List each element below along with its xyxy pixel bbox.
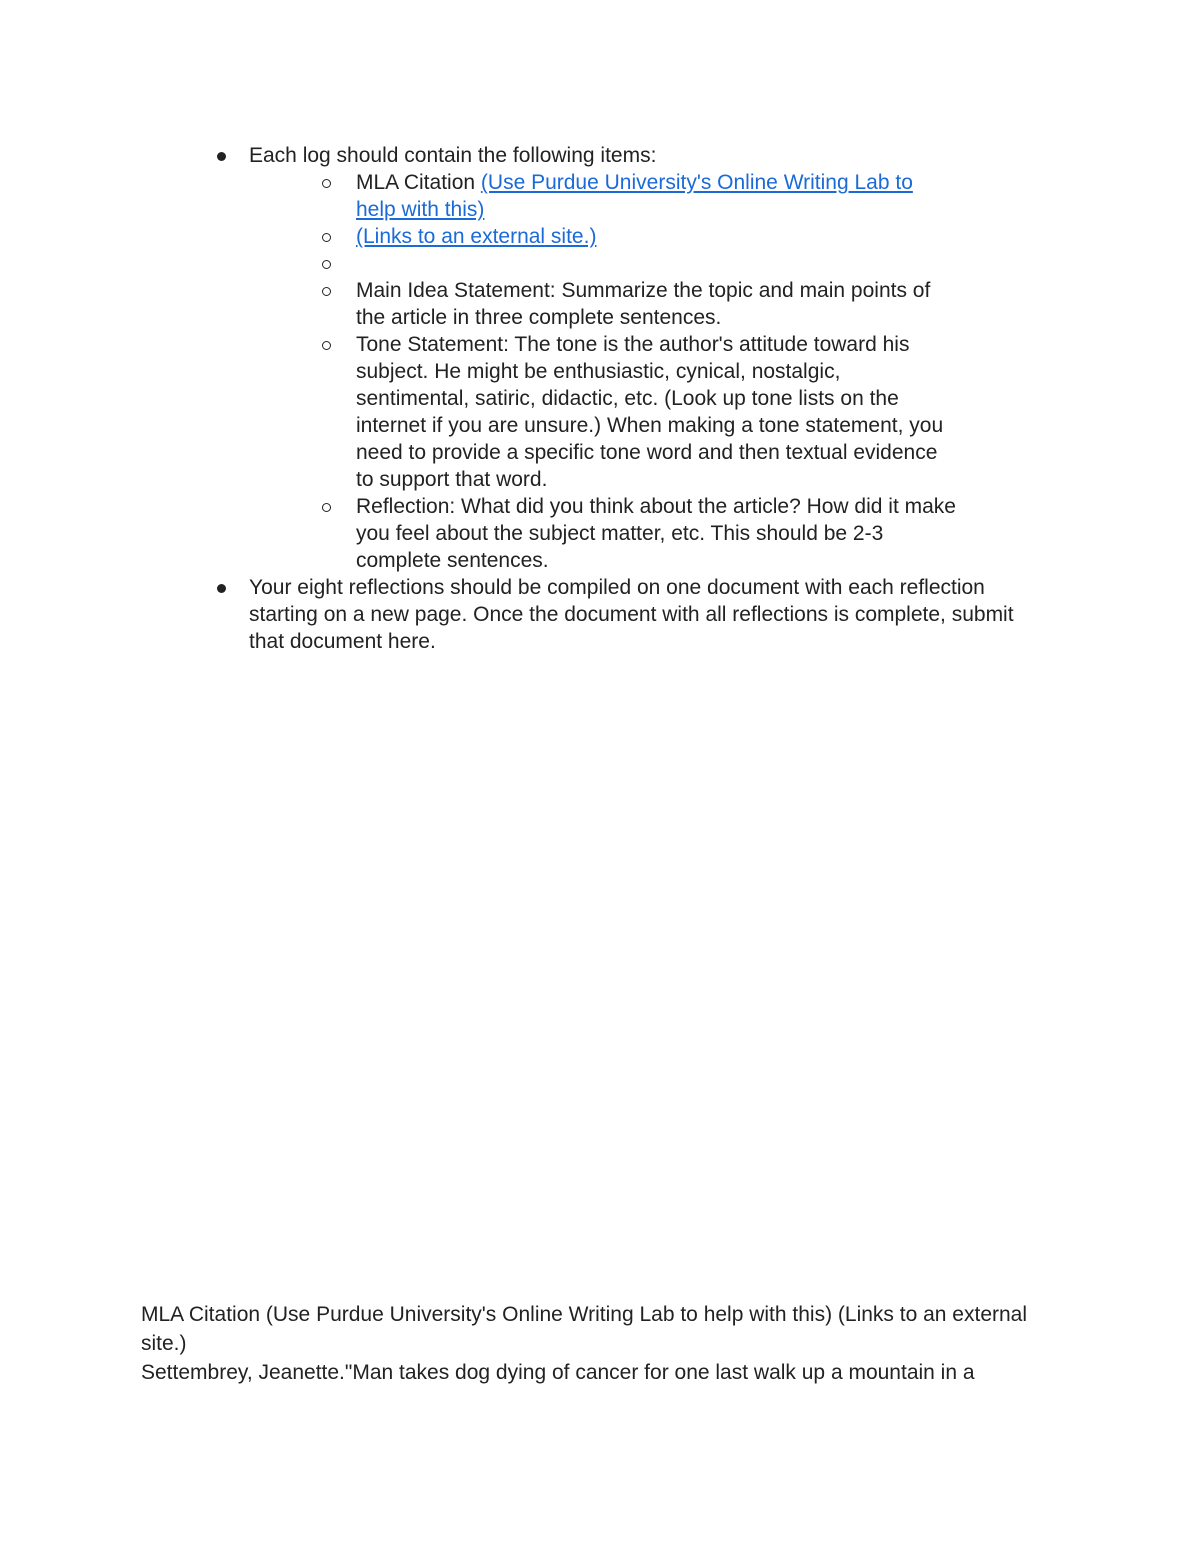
bullet-disc-icon — [217, 584, 226, 593]
sublist-item-main-idea — [249, 277, 956, 331]
external-site-link[interactable]: (Links to an external site.) — [356, 225, 597, 248]
list-item-text: Your eight reflections should be compiled on one document with each reflection starting on a new page. Once the document with all reflections is complete, submit that document here. — [249, 576, 1014, 653]
list-item-compile — [0, 574, 1049, 655]
bullet-circle-icon — [322, 260, 331, 269]
reflection-text: Reflection: What did you think about the article? How did it make you feel about the subject matter, etc. This should be 2-3 complete sentences. — [356, 495, 956, 572]
purdue-owl-link[interactable]: (Use Purdue University's Online Writing Lab to help with this) — [356, 171, 913, 221]
bullet-circle-icon — [322, 503, 331, 512]
sublist-item-reflection — [249, 493, 956, 574]
citation-heading: MLA Citation (Use Purdue University's Online Writing Lab to help with this) (Links to an external site.) — [141, 1303, 1028, 1355]
sublist-item-tone — [249, 331, 956, 493]
sublist-item-external-link — [249, 223, 956, 250]
bullet-circle-icon — [322, 341, 331, 350]
list-item-text: Each log should contain the following items: — [249, 144, 657, 167]
list-item-log-contents — [0, 142, 1049, 574]
log-items-sublist — [249, 169, 1049, 574]
sublist-item-mla — [249, 169, 956, 223]
mla-label: MLA Citation — [356, 171, 481, 194]
main-idea-text: Main Idea Statement: Summarize the topic and main points of the article in three complete sentences. — [356, 279, 931, 329]
instruction-list — [0, 142, 1200, 655]
sublist-item-empty — [249, 250, 956, 277]
tone-text: Tone Statement: The tone is the author's attitude toward his subject. He might be enthusiastic, cynical, nostalgic, sentimental, satiric, didactic, etc. (Look up tone lists on the internet if you are unsure.) When making a tone statement, you need to provide a specific tone word and then textual evidence to support that word. — [356, 333, 944, 491]
bullet-circle-icon — [322, 179, 331, 188]
citation-line: Settembrey, Jeanette."Man takes dog dying of cancer for one last walk up a mountain in a — [141, 1361, 975, 1384]
citation-section — [141, 1300, 1061, 1387]
bullet-circle-icon — [322, 287, 331, 296]
bullet-circle-icon — [322, 233, 331, 242]
bullet-disc-icon — [217, 152, 226, 161]
